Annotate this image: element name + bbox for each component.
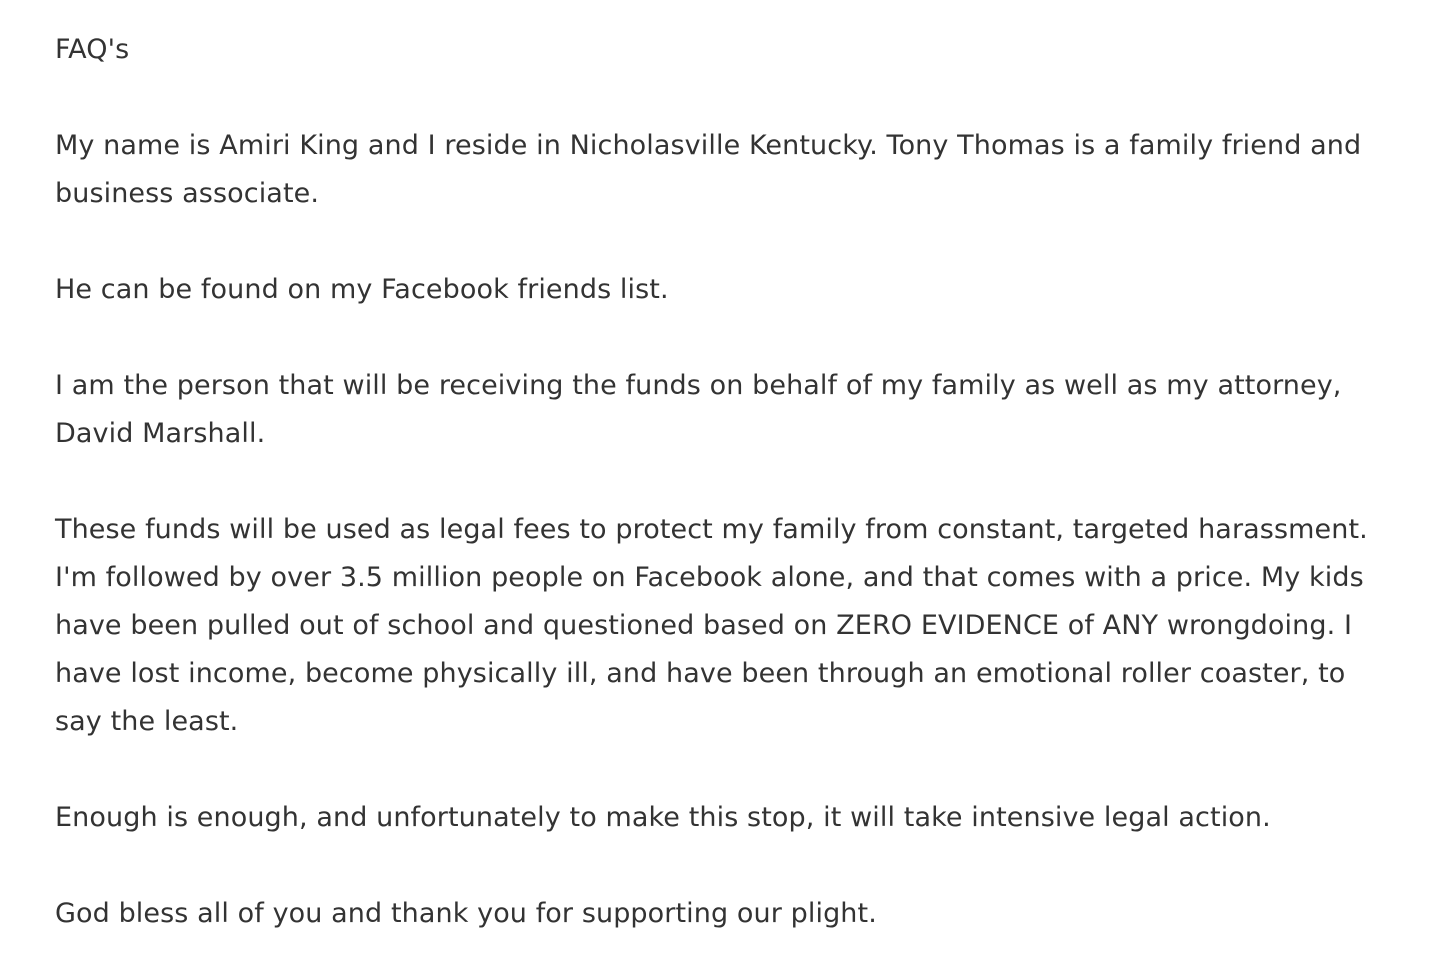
story-paragraph-facebook: He can be found on my Facebook friends list.: [55, 274, 669, 305]
faq-heading: FAQ's: [55, 34, 130, 65]
story-paragraph-intro: My name is Amiri King and I reside in Nicholasville Kentucky. Tony Thomas is a family friend and business associate.: [55, 130, 1362, 209]
story-paragraph-recipient: I am the person that will be receiving the funds on behalf of my family as well as my attorney, David Marshall.: [55, 370, 1342, 449]
story-paragraph-closing: God bless all of you and thank you for supporting our plight.: [55, 898, 877, 929]
story-paragraph-funds-use: These funds will be used as legal fees to protect my family from constant, targeted harassment. I'm followed by over 3.5 million people on Facebook alone, and that comes with a price. My kids have been pulled out of school and questioned based on ZERO EVIDENCE of ANY wrongdoing. I have lost income, become physically ill, and have been through an emotional roller coaster, to say the least.: [55, 514, 1368, 737]
story-paragraph-legal-action: Enough is enough, and unfortunately to make this stop, it will take intensive legal action.: [55, 802, 1271, 833]
story-body: [55, 26, 1375, 938]
